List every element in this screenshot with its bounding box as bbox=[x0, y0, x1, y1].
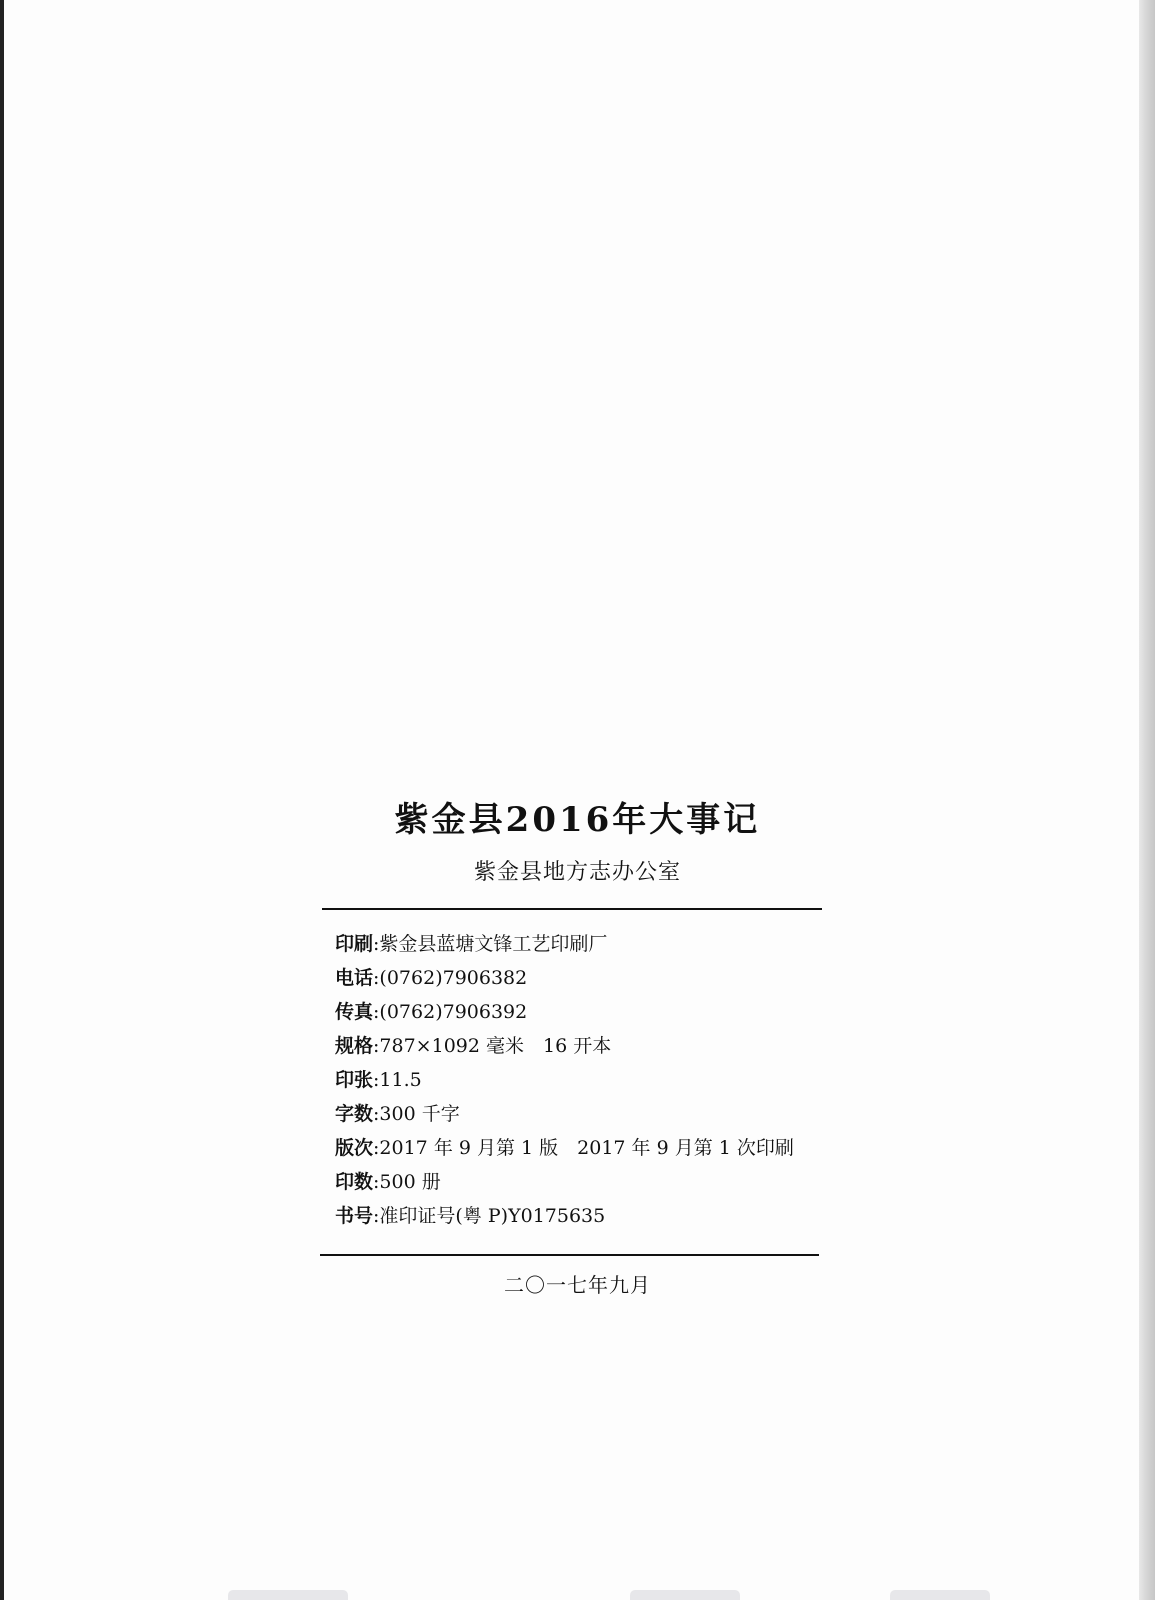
colophon-separator: : bbox=[373, 933, 380, 955]
colophon-info bbox=[335, 927, 835, 1233]
colophon-separator: : bbox=[373, 1137, 380, 1159]
colophon-separator: : bbox=[373, 1001, 380, 1023]
colophon-label: 传真 bbox=[335, 1001, 374, 1023]
colophon-label: 规格 bbox=[335, 1035, 374, 1057]
colophon-value: 准印证号(粤 P)Y0175635 bbox=[379, 1205, 606, 1227]
colophon-separator: : bbox=[373, 1171, 380, 1193]
scan-smudge bbox=[630, 1590, 740, 1600]
colophon-separator: : bbox=[373, 1035, 380, 1057]
colophon-row-word-count bbox=[335, 1097, 835, 1131]
divider-bottom bbox=[320, 1254, 819, 1256]
colophon-label: 印刷 bbox=[335, 933, 374, 955]
publication-date: 二〇一七年九月 bbox=[504, 1273, 651, 1297]
colophon-label: 版次 bbox=[335, 1137, 374, 1159]
colophon-row-edition bbox=[335, 1131, 835, 1165]
colophon-row-book-number bbox=[335, 1199, 835, 1233]
colophon-row-fax bbox=[335, 995, 835, 1029]
colophon-label: 印张 bbox=[335, 1069, 374, 1091]
colophon-value: 紫金县蓝塘文锋工艺印刷厂 bbox=[379, 933, 608, 955]
colophon-row-print-run bbox=[335, 1165, 835, 1199]
book-title: 紫金县2016年大事记 bbox=[394, 800, 761, 840]
colophon-value: 11.5 bbox=[379, 1069, 422, 1091]
colophon-separator: : bbox=[373, 1205, 380, 1227]
colophon-separator: : bbox=[373, 1103, 380, 1125]
publisher-name: 紫金县地方志办公室 bbox=[473, 860, 681, 885]
scan-smudge bbox=[228, 1590, 348, 1600]
colophon-value: (0762)7906392 bbox=[379, 1001, 528, 1023]
colophon-value: 500 册 bbox=[379, 1171, 441, 1193]
colophon-value: 787×1092 毫米 16 开本 bbox=[379, 1035, 612, 1057]
divider-top bbox=[322, 908, 822, 910]
colophon-row-format bbox=[335, 1029, 835, 1063]
colophon-row-sheets bbox=[335, 1063, 835, 1097]
colophon-value: 300 千字 bbox=[379, 1103, 460, 1125]
colophon-separator: : bbox=[373, 967, 380, 989]
colophon-value: (0762)7906382 bbox=[379, 967, 528, 989]
colophon-label: 字数 bbox=[335, 1103, 374, 1125]
colophon-row-printer bbox=[335, 927, 835, 961]
scan-smudge bbox=[890, 1590, 990, 1600]
colophon-separator: : bbox=[373, 1069, 380, 1091]
colophon-value: 2017 年 9 月第 1 版 2017 年 9 月第 1 次印刷 bbox=[379, 1137, 794, 1159]
colophon-label: 书号 bbox=[335, 1205, 374, 1227]
colophon-label: 电话 bbox=[335, 967, 374, 989]
colophon-row-phone bbox=[335, 961, 835, 995]
colophon-label: 印数 bbox=[335, 1171, 374, 1193]
